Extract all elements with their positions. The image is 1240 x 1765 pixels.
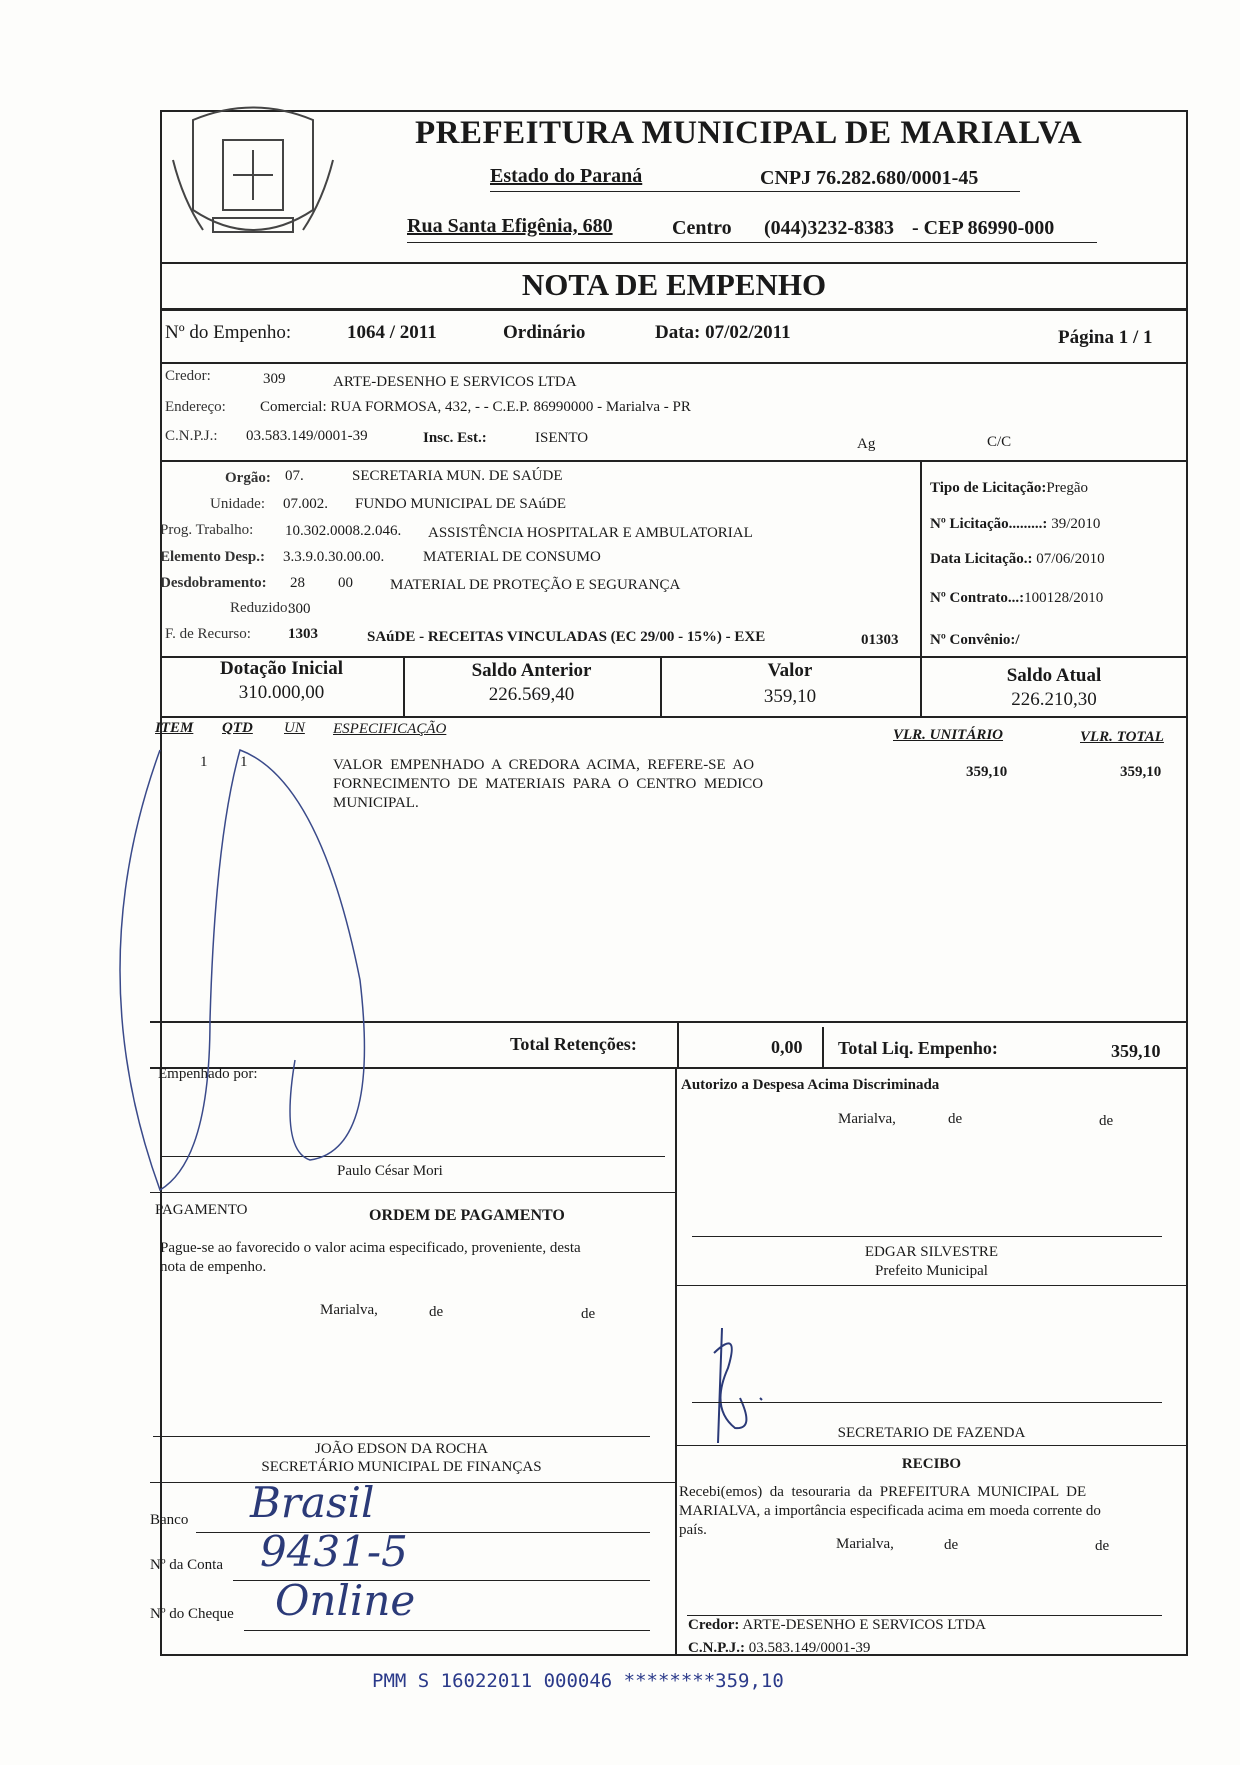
- licitacao-date: [930, 551, 1105, 568]
- liquido-value: 359,10: [1111, 1041, 1161, 1061]
- reduzido-label: Reduzido:: [230, 600, 292, 616]
- credor-cnpj: 03.583.149/0001-39: [246, 428, 368, 444]
- divider: [675, 1445, 1188, 1446]
- desdobramento-a: 28: [290, 575, 305, 591]
- recibo-city: Marialva,: [836, 1536, 894, 1552]
- recibo-text3: país.: [679, 1522, 707, 1538]
- prefeito-name: EDGAR SILVESTRE: [864, 1244, 999, 1260]
- financas-role: SECRETÁRIO MUNICIPAL DE FINANÇAS: [261, 1459, 542, 1475]
- insc-value: ISENTO: [535, 430, 589, 446]
- coat-of-arms-icon: [163, 100, 343, 250]
- empenho-label: Nº do Empenho:: [165, 322, 292, 343]
- credor-name: ARTE-DESENHO E SERVICOS LTDA: [333, 374, 577, 390]
- divider: [677, 1021, 679, 1067]
- saldo-atual-value: 226.210,30: [1011, 689, 1097, 710]
- financas-name: JOÃO EDSON DA ROCHA: [315, 1441, 488, 1457]
- autorizo-title: Autorizo a Despesa Acima Discriminada: [681, 1077, 940, 1093]
- retencoes-label: Total Retenções:: [510, 1034, 637, 1054]
- recurso-full-code: 01303: [861, 632, 899, 648]
- item-desc-line2: FORNECIMENTO DE MATERIAIS PARA O CENTRO MEDICO: [333, 776, 764, 792]
- signature-line: [692, 1402, 1162, 1403]
- header-qtd: QTD: [222, 720, 253, 736]
- divider: [150, 1482, 675, 1483]
- recibo-cnpj-label: C.N.P.J.:: [688, 1640, 745, 1656]
- header-street: Rua Santa Efigênia, 680: [407, 215, 613, 237]
- desdobramento-b: 00: [338, 575, 353, 591]
- desdobramento-label: Desdobramento:: [160, 575, 267, 591]
- tipo-licitacao-label: Tipo de Licitação:: [930, 480, 1047, 496]
- prog-code: 10.302.0008.2.046.: [285, 523, 402, 539]
- convenio-label: Nº Convênio:/: [930, 632, 1020, 648]
- divider: [160, 716, 1188, 718]
- header-cnpj: CNPJ 76.282.680/0001-45: [760, 167, 979, 189]
- recibo-de1: de: [944, 1537, 959, 1553]
- autorizo-de2: de: [1099, 1113, 1114, 1129]
- cc-label: C/C: [987, 434, 1012, 450]
- municipality-title: PREFEITURA MUNICIPAL DE MARIALVA: [415, 115, 1083, 151]
- autorizo-de1: de: [948, 1111, 963, 1127]
- divider: [822, 1027, 824, 1067]
- pagamento-city: Marialva,: [320, 1302, 378, 1318]
- banco-label: Banco: [150, 1512, 189, 1528]
- divider: [160, 460, 1188, 462]
- empenhado-name: Paulo César Mori: [337, 1163, 443, 1179]
- elemento-label: Elemento Desp.:: [160, 549, 265, 565]
- ordem-pagamento-title: ORDEM DE PAGAMENTO: [369, 1207, 565, 1224]
- contrato-label: Nº Contrato...:: [930, 590, 1025, 606]
- signature-line: [687, 1615, 1162, 1616]
- header-underline: [490, 191, 1020, 192]
- contrato-number: [930, 590, 1103, 607]
- orgao-label: Orgão:: [225, 470, 271, 486]
- retencoes-value: 0,00: [771, 1037, 803, 1057]
- banco-value: Brasil: [250, 1478, 375, 1527]
- endereco-label: Endereço:: [165, 399, 226, 415]
- item-total-value: 359,10: [1120, 764, 1162, 780]
- state-name: Estado do Paraná: [490, 165, 643, 187]
- header-vlr-unitario: VLR. UNITÁRIO: [893, 727, 1004, 743]
- payment-stamp: PMM S 16022011 000046 ********359,10: [372, 1670, 784, 1692]
- recibo-title: RECIBO: [901, 1456, 962, 1472]
- pagamento-de2: de: [581, 1306, 596, 1322]
- credor-address: Comercial: RUA FORMOSA, 432, - - C.E.P. 86990000 - Marialva - PR: [260, 399, 691, 415]
- signature-line: [692, 1236, 1162, 1237]
- saldo-anterior-value: 226.569,40: [488, 684, 575, 705]
- saldo-atual-label: Saldo Atual: [1006, 665, 1102, 686]
- unidade-name: FUNDO MUNICIPAL DE SAúDE: [355, 496, 566, 512]
- empenho-number: 1064 / 2011: [347, 322, 437, 343]
- cheque-value: Online: [275, 1576, 416, 1625]
- header-phone: (044)3232-8383: [764, 217, 894, 239]
- recurso-label: F. de Recurso:: [165, 626, 251, 642]
- recibo-cnpj-value: 03.583.149/0001-39: [748, 1640, 871, 1656]
- dotacao-inicial-value: 310.000,00: [238, 682, 325, 703]
- header-vlr-total: VLR. TOTAL: [1080, 729, 1164, 745]
- dotacao-inicial-label: Dotação Inicial: [220, 658, 343, 679]
- recibo-de2: de: [1095, 1538, 1110, 1554]
- cheque-label: Nº do Cheque: [150, 1606, 234, 1622]
- header-un: UN: [284, 720, 305, 736]
- autorizo-city: Marialva,: [838, 1111, 896, 1127]
- center-divider: [675, 1067, 677, 1656]
- pagamento-label: PAGAMENTO: [155, 1202, 248, 1218]
- divider: [675, 1285, 1188, 1286]
- prefeito-role: Prefeito Municipal: [875, 1263, 988, 1279]
- licitacao-number-value: 39/2010: [1047, 516, 1101, 532]
- credor-code: 309: [263, 371, 286, 387]
- desdobramento-name: MATERIAL DE PROTEÇÃO E SEGURANÇA: [390, 577, 681, 593]
- conta-label: Nº da Conta: [150, 1557, 223, 1573]
- licitacao-date-value: 07/06/2010: [1032, 551, 1105, 567]
- header-underline-2: [407, 242, 1097, 243]
- header-item: ITEM: [155, 720, 194, 736]
- item-desc-line3: MUNICIPAL.: [333, 795, 419, 811]
- licitacao-date-label: Data Licitação.:: [930, 551, 1033, 567]
- recibo-text2: MARIALVA, a importância especificada acima em moeda corrente do: [679, 1503, 1101, 1519]
- divider: [920, 462, 922, 656]
- valor-label: Valor: [767, 660, 813, 681]
- credor-label: Credor:: [165, 368, 211, 384]
- conta-value: 9431-5: [260, 1527, 408, 1576]
- cnpj-label: C.N.P.J.:: [165, 428, 218, 444]
- empenhado-label: Empenhado por:: [158, 1066, 258, 1082]
- recibo-cnpj: [688, 1640, 870, 1657]
- recibo-credor-value: ARTE-DESENHO E SERVICOS LTDA: [742, 1617, 986, 1633]
- doc-title: NOTA DE EMPENHO: [521, 267, 827, 302]
- recurso-code: 1303: [288, 626, 318, 642]
- elemento-name: MATERIAL DE CONSUMO: [423, 549, 601, 565]
- recurso-name: SAúDE - RECEITAS VINCULADAS (EC 29/00 - 15%) - EXE: [367, 629, 766, 645]
- liquido-label: Total Liq. Empenho:: [838, 1038, 998, 1058]
- item-qtd: 1: [240, 754, 248, 770]
- divider: [160, 308, 1188, 311]
- divider: [160, 362, 1188, 364]
- orgao-name: SECRETARIA MUN. DE SAÚDE: [352, 468, 563, 484]
- unidade-code: 07.002.: [283, 496, 328, 512]
- fazenda-role: SECRETARIO DE FAZENDA: [837, 1425, 1026, 1441]
- header-cep: CEP 86990-000: [923, 217, 1055, 239]
- tipo-licitacao-value: Pregão: [1046, 480, 1089, 496]
- elemento-code: 3.3.9.0.30.00.00.: [283, 549, 385, 565]
- pagamento-text2: nota de empenho.: [160, 1259, 267, 1275]
- handwritten-mark-icon: [100, 720, 420, 1200]
- ag-label: Ag: [857, 436, 876, 452]
- header-especificacao: ESPECIFICAÇÃO: [333, 721, 447, 737]
- item-unit-value: 359,10: [966, 764, 1008, 780]
- licitacao-number: [930, 516, 1100, 533]
- item-desc-line1: VALOR EMPENHADO A CREDORA ACIMA, REFERE-SE AO: [333, 757, 755, 773]
- pagamento-text1: Pague-se ao favorecido o valor acima especificado, proveniente, desta: [160, 1240, 581, 1256]
- unidade-label: Unidade:: [210, 496, 265, 512]
- orgao-code: 07.: [285, 468, 304, 484]
- header-district: Centro: [672, 217, 732, 239]
- saldo-anterior-label: Saldo Anterior: [471, 660, 592, 681]
- tipo-licitacao: [930, 480, 1088, 497]
- contrato-value: 100128/2010: [1024, 590, 1104, 606]
- cheque-line: [244, 1630, 650, 1631]
- licitacao-number-label: Nº Licitação.........:: [930, 516, 1048, 532]
- reduzido-code: 300: [288, 601, 311, 617]
- pagamento-de1: de: [429, 1304, 444, 1320]
- page-number: Página 1 / 1: [1058, 327, 1153, 348]
- item-number: 1: [200, 754, 208, 770]
- insc-label: Insc. Est.:: [423, 430, 487, 446]
- recibo-credor-label: Credor:: [688, 1617, 740, 1633]
- recibo-credor: [688, 1617, 986, 1634]
- valor-value: 359,10: [763, 686, 817, 707]
- empenho-date: Data: 07/02/2011: [655, 322, 791, 343]
- prog-name: ASSISTÊNCIA HOSPITALAR E AMBULATORIAL: [428, 525, 753, 541]
- empenho-type: Ordinário: [503, 322, 586, 343]
- signature-line: [153, 1436, 650, 1437]
- recibo-text1: Recebi(emos) da tesouraria da PREFEITURA MUNICIPAL DE: [679, 1484, 1087, 1500]
- prog-label: Prog. Trabalho:: [160, 522, 254, 538]
